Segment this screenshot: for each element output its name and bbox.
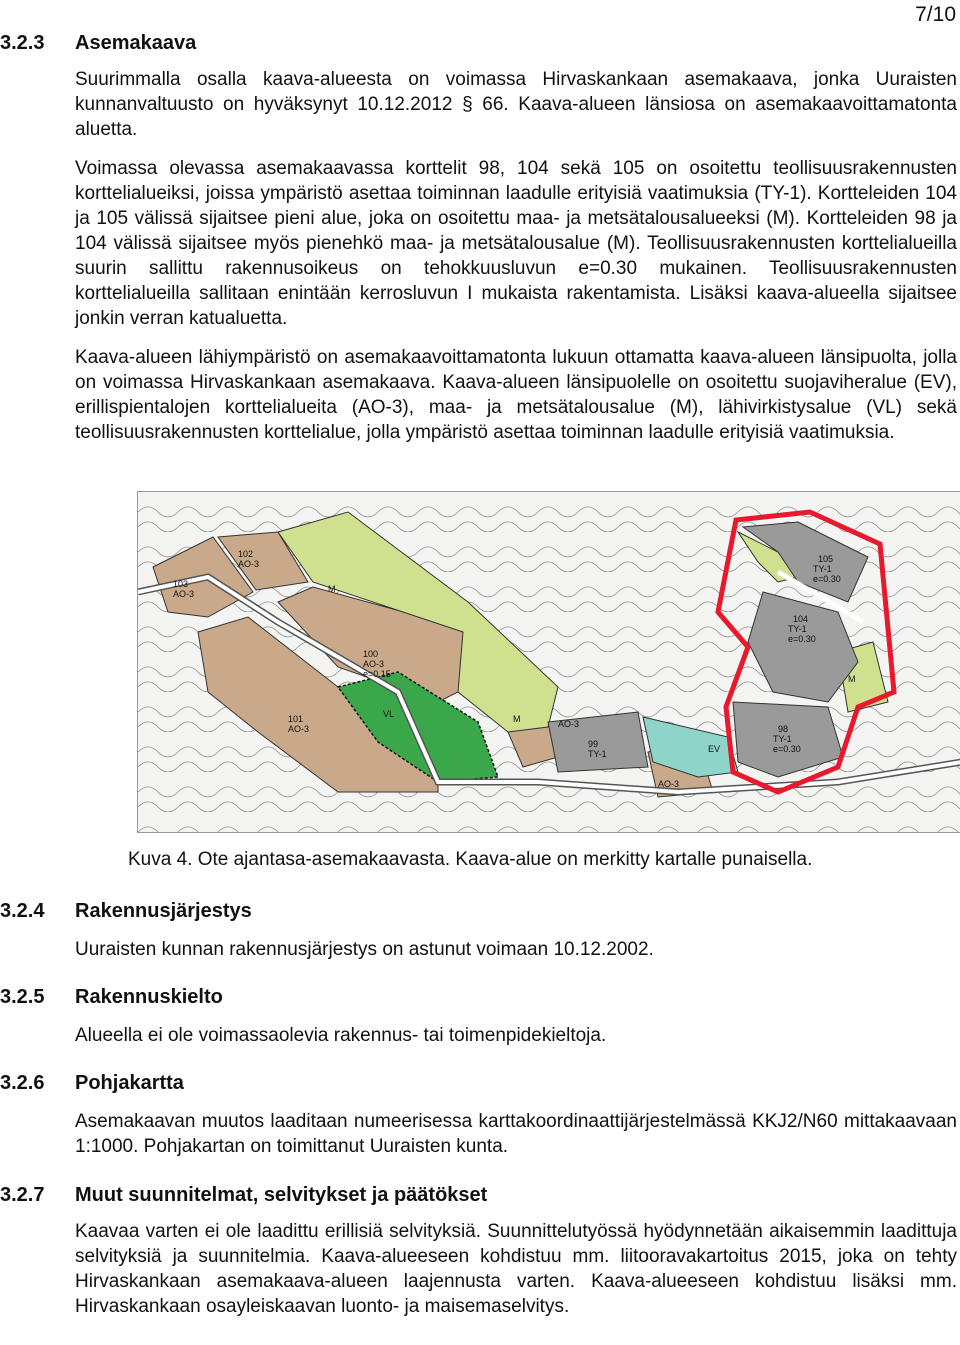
paragraph-1: Suurimmalla osalla kaava-alueesta on voimassa Hirvaskankaan asemakaava, jonka Uuraisten kunnanvaltuusto on hyväksynyt 10.12.2012 § 66. Kaava-alueen länsiosa on asemakaavoittamatonta aluetta.: [75, 69, 957, 140]
label-m-east: M: [848, 674, 856, 684]
section-number: 3.2.5: [0, 986, 45, 1008]
section-number: 3.2.6: [0, 1072, 45, 1094]
paragraph-muut: Kaavaa varten ei ole laadittu erillisiä selvityksiä. Suunnittelutyössä hyödynnetään aikaisemmin laadittuja selvityksiä ja suunnitelmia. Kaava-alueeseen kohdistuu mm. liitooravakartoitus 2015, joka on tehty Hirvaskankaan asemakaava-alueen laajennusta varten. Kaava-alueeseen kohdistuu lisäksi mm. Hirvaskankaan osayleiskaavan luonto- ja maisemaselvitys.: [75, 1221, 957, 1317]
paragraph-2: Voimassa olevassa asemakaavassa korttelit 98, 104 sekä 105 on osoitettu teollisuusrakennusten korttelialueiksi, joissa ympäristö asettaa toiminnan laadulle erityisiä vaatimuksia (TY-1). Kortteleiden 104 ja 105 välissä sijaitsee pieni alue, joka on osoitettu maa- ja metsätalousalueeksi (M). Kortteleiden 98 ja 104 välissä sijaitsee myös pienehkö maa- ja metsätalousalue (M). Teollisuusrakennusten korttelialueilla suurin sallittu rakennusoikeus on tehokkuusluvun e=0.30 mukainen. Teollisuusrakennusten korttelialueilla sallitaan enintään kerrosluvun I mukaista rakentamista. Lisäksi kaava-alueella sijaitsee jonkin verran katualuetta.: [75, 158, 957, 329]
section-title: Rakennuskielto: [75, 986, 223, 1008]
label-ao3-100: AO-3: [363, 659, 385, 669]
label-block-103: 103: [173, 579, 189, 589]
label-ty1-104: TY-1: [788, 624, 807, 634]
section-heading-asemakaava: [0, 32, 196, 55]
label-vl: VL: [383, 709, 395, 719]
page-number: 7/10: [915, 3, 956, 26]
paragraph-rakennuskielto: Alueella ei ole voimassaolevia rakennus- tai toimenpidekieltoja.: [75, 1025, 607, 1046]
label-ty1-98: TY-1: [773, 734, 792, 744]
section-title: Pohjakartta: [75, 1072, 184, 1094]
label-ty1-105: TY-1: [813, 564, 832, 574]
label-block-102: 102: [238, 549, 254, 559]
label-e15-100: e=0.15: [363, 669, 391, 679]
label-e30-105: e=0.30: [813, 574, 841, 584]
paragraph-rakennusjarjestys: Uuraisten kunnan rakennusjärjestys on astunut voimaan 10.12.2002.: [75, 939, 654, 960]
section-number: 3.2.3: [0, 32, 45, 54]
label-ty1-99: TY-1: [588, 749, 607, 759]
label-ao3-102: AO-3: [238, 559, 260, 569]
section-title: Rakennusjärjestys: [75, 900, 252, 922]
label-block-104: 104: [793, 614, 809, 624]
label-block-98: 98: [778, 724, 789, 734]
section-heading-rakennuskielto: [0, 986, 223, 1009]
section-heading-pohjakartta: [0, 1072, 184, 1095]
label-m-south: M: [513, 714, 521, 724]
section-number: 3.2.7: [0, 1184, 45, 1206]
label-ao3-southeast: AO-3: [658, 779, 680, 789]
label-e30-98: e=0.30: [773, 744, 801, 754]
label-block-100: 100: [363, 649, 379, 659]
paragraph-3: Kaava-alueen lähiympäristö on asemakaavoittamatonta lukuun ottamatta kaava-alueen länsipuolta, jolla on voimassa Hirvaskankaan asemakaava. Kaava-alueen länsipuolelle on osoitettu suojaviheralue (EV), erillispientalojen korttelialueita (AO-3), maa- ja metsätalousalue (M), lähivirkistysalue (VL) sekä teollisuusrakennusten korttelialue, jolla ympäristö asettaa toiminnan laadulle erityisiä vaatimuksia.: [75, 347, 957, 443]
section-heading-muut: [0, 1184, 487, 1207]
label-ev: EV: [708, 744, 721, 754]
label-ao3-103: AO-3: [173, 589, 195, 599]
label-ao3-south: AO-3: [558, 719, 580, 729]
figure-caption: Kuva 4. Ote ajantasa-asemakaavasta. Kaava-alue on merkitty kartalle punaisella.: [128, 849, 813, 870]
zoning-map-drawing: [138, 492, 960, 832]
label-block-101: 101: [288, 714, 304, 724]
paragraph-pohjakartta: Asemakaavan muutos laaditaan numeerisessa karttakoordinaattijärjestelmässä KKJ2/N60 mittakaavaan 1:1000. Pohjakartan on toimittanut Uuraisten kunta.: [75, 1111, 957, 1157]
label-e30-104: e=0.30: [788, 634, 816, 644]
label-block-105: 105: [818, 554, 834, 564]
zoning-map: [137, 491, 960, 833]
section-title: Asemakaava: [75, 32, 197, 54]
section-heading-rakennusjarjestys: [0, 900, 252, 923]
section-number: 3.2.4: [0, 900, 45, 922]
section-title: Muut suunnitelmat, selvitykset ja päätökset: [75, 1184, 488, 1206]
label-block-99: 99: [588, 739, 599, 749]
label-m-north: M: [328, 584, 336, 594]
label-ao3-101: AO-3: [288, 724, 310, 734]
